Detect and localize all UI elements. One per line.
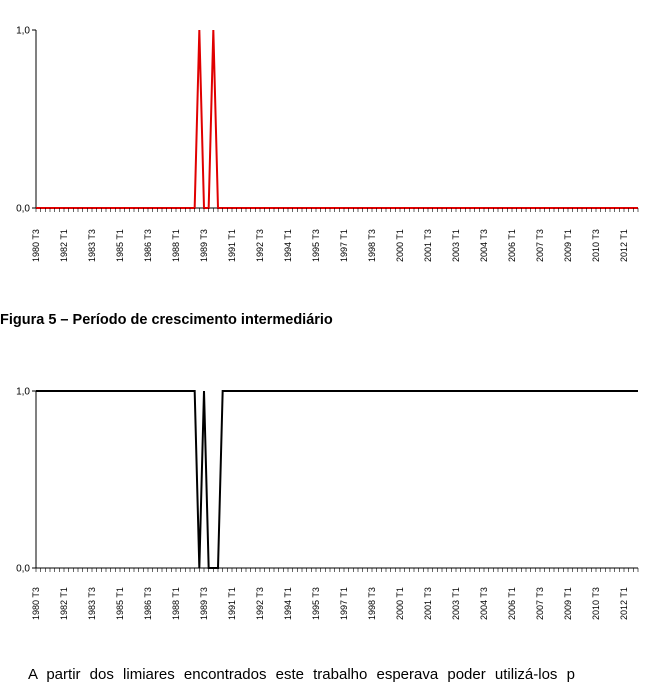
chart-top <box>0 0 645 270</box>
body-paragraph: A partir dos limiares encontrados este trabalho esperava poder utilizá-los p <box>28 666 575 683</box>
chart-bottom-x-tick-label: 1980 T3 <box>31 587 41 620</box>
chart-bottom-x-tick-label: 1998 T3 <box>367 587 377 620</box>
chart-top-x-tick-label: 1982 T1 <box>59 229 69 262</box>
chart-bottom-x-ticks <box>31 568 638 620</box>
chart-bottom-x-tick-label: 1986 T3 <box>143 587 153 620</box>
chart-top-x-tick-label: 1980 T3 <box>31 229 41 262</box>
chart-bottom <box>0 352 645 620</box>
chart-top-x-tick-label: 1983 T3 <box>87 229 97 262</box>
chart-top-x-tick-label: 1995 T3 <box>311 229 321 262</box>
chart-bottom-x-tick-label: 1997 T1 <box>339 587 349 620</box>
chart-bottom-x-tick-label: 2003 T1 <box>451 587 461 620</box>
chart-top-x-tick-label: 1986 T3 <box>143 229 153 262</box>
chart-top-x-tick-label: 2009 T1 <box>563 229 573 262</box>
chart-top-x-tick-label: 2001 T3 <box>423 229 433 262</box>
chart-top-axes <box>36 30 638 208</box>
chart-bottom-x-tick-label: 1991 T1 <box>227 587 237 620</box>
chart-bottom-x-tick-label: 2012 T1 <box>619 587 629 620</box>
chart-top-x-tick-label: 1985 T1 <box>115 229 125 262</box>
chart-top-x-tick-label: 1991 T1 <box>227 229 237 262</box>
chart-bottom-x-tick-label: 1995 T3 <box>311 587 321 620</box>
chart-bottom-axes <box>36 391 638 568</box>
figure-caption: Figura 5 – Período de crescimento intermediário <box>0 312 333 328</box>
chart-top-y-tick-label: 0,0 <box>16 203 30 215</box>
chart-top-x-tick-label: 2010 T3 <box>591 229 601 262</box>
chart-bottom-x-tick-label: 1983 T3 <box>87 587 97 620</box>
chart-bottom-x-tick-label: 2009 T1 <box>563 587 573 620</box>
chart-bottom-x-tick-label: 2010 T3 <box>591 587 601 620</box>
chart-bottom-y-tick-label: 1,0 <box>16 386 30 398</box>
chart-top-x-tick-label: 2012 T1 <box>619 229 629 262</box>
chart-bottom-x-tick-label: 1982 T1 <box>59 587 69 620</box>
chart-bottom-x-tick-label: 2000 T1 <box>395 587 405 620</box>
chart-bottom-y-tick-label: 0,0 <box>16 563 30 575</box>
chart-top-y-ticks <box>16 26 36 215</box>
chart-bottom-x-tick-label: 2007 T3 <box>535 587 545 620</box>
chart-top-series <box>36 30 638 208</box>
chart-bottom-series-line <box>36 391 638 568</box>
chart-bottom-x-tick-label: 1989 T3 <box>199 587 209 620</box>
chart-top-x-tick-label: 2004 T3 <box>479 229 489 262</box>
chart-bottom-x-tick-label: 1985 T1 <box>115 587 125 620</box>
chart-bottom-x-tick-label: 2004 T3 <box>479 587 489 620</box>
chart-top-x-tick-label: 1997 T1 <box>339 229 349 262</box>
chart-top-series-line <box>36 30 638 208</box>
chart-top-x-tick-label: 1994 T1 <box>283 229 293 262</box>
chart-top-x-tick-label: 2000 T1 <box>395 229 405 262</box>
chart-top-x-tick-label: 2007 T3 <box>535 229 545 262</box>
chart-top-x-ticks <box>31 208 638 262</box>
chart-bottom-x-tick-label: 1988 T1 <box>171 587 181 620</box>
chart-top-x-tick-label: 2003 T1 <box>451 229 461 262</box>
chart-bottom-x-tick-label: 2001 T3 <box>423 587 433 620</box>
chart-top-x-tick-label: 1989 T3 <box>199 229 209 262</box>
chart-top-y-tick-label: 1,0 <box>16 25 30 37</box>
chart-bottom-x-tick-label: 2006 T1 <box>507 587 517 620</box>
chart-top-x-tick-label: 1998 T3 <box>367 229 377 262</box>
chart-bottom-x-tick-label: 1994 T1 <box>283 587 293 620</box>
chart-top-x-tick-label: 1988 T1 <box>171 229 181 262</box>
chart-bottom-series <box>36 391 638 568</box>
chart-top-x-tick-label: 2006 T1 <box>507 229 517 262</box>
chart-bottom-y-ticks <box>16 387 36 575</box>
chart-bottom-x-tick-label: 1992 T3 <box>255 587 265 620</box>
chart-top-x-tick-label: 1992 T3 <box>255 229 265 262</box>
